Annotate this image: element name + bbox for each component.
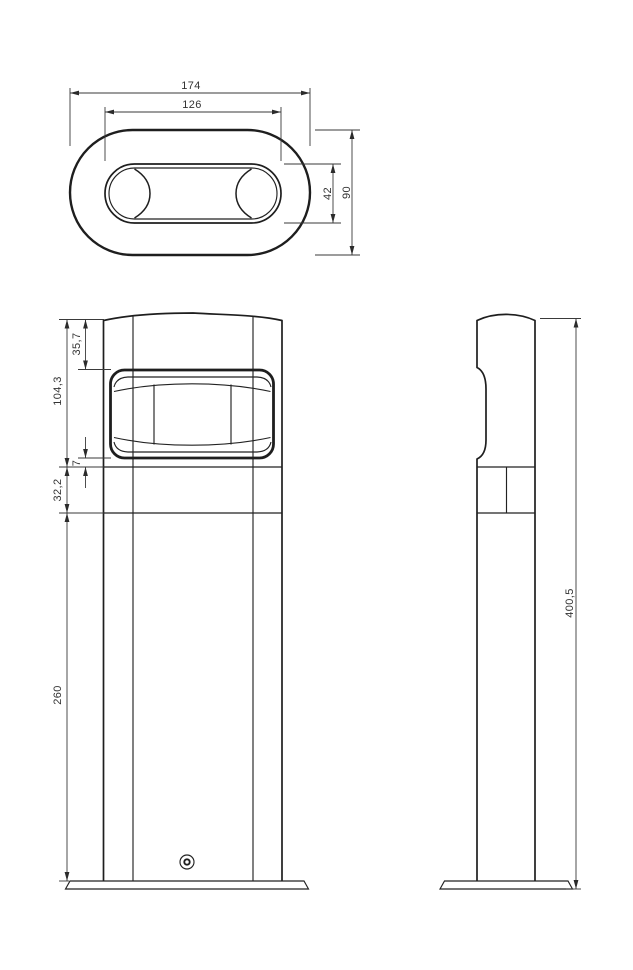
- front-view-reflector: [114, 377, 271, 452]
- arrowhead: [65, 872, 70, 881]
- front-view-screw: [180, 855, 194, 869]
- side-view: [440, 314, 581, 889]
- reflector-top-edge: [114, 377, 271, 387]
- arrowhead: [65, 320, 70, 329]
- front-view-body-outline: [104, 313, 283, 881]
- top-view-right-arc: [236, 169, 252, 218]
- dim-label-opening-lip: 7: [71, 459, 83, 467]
- front-view-baseplate: [66, 881, 309, 889]
- dim-label-shaft-depth: 42: [322, 186, 334, 201]
- arrowhead: [331, 164, 336, 173]
- dim-label-top-to-opening: 35,7: [71, 332, 83, 356]
- arrowhead: [83, 449, 88, 458]
- reflector-bottom-arc: [114, 438, 271, 446]
- front-view: [52, 313, 309, 889]
- arrowhead: [83, 361, 88, 370]
- arrowhead: [574, 880, 579, 889]
- dim-label-collar-height: 32,2: [52, 478, 64, 502]
- top-view: [70, 80, 360, 255]
- arrowhead: [65, 504, 70, 513]
- arrowhead: [331, 214, 336, 223]
- dim-label-shaft-height: 260: [52, 685, 64, 705]
- arrowhead: [105, 110, 114, 115]
- arrowhead: [65, 467, 70, 476]
- side-view-baseplate: [440, 881, 573, 889]
- arrowhead: [65, 513, 70, 522]
- screw-inner-circle: [184, 859, 189, 864]
- arrowhead: [83, 467, 88, 476]
- top-view-shaft-outline-outer: [105, 164, 281, 223]
- side-view-dimensions: [540, 319, 581, 890]
- dim-label-shaft-width: 126: [182, 99, 202, 111]
- arrowhead: [301, 91, 310, 96]
- arrowhead: [350, 130, 355, 139]
- reflector-top-arc: [114, 384, 271, 392]
- front-view-dimensions: [52, 320, 111, 882]
- top-view-left-arc: [135, 169, 151, 218]
- dim-label-overall-height: 400,5: [564, 588, 576, 618]
- arrowhead: [272, 110, 281, 115]
- arrowhead: [574, 319, 579, 328]
- top-view-baseplate-outline: [70, 130, 310, 255]
- arrowhead: [70, 91, 79, 96]
- top-view-shaft-outline-inner: [109, 168, 277, 219]
- dim-label-overall-width: 174: [181, 80, 201, 92]
- dim-label-overall-depth: 90: [341, 185, 353, 200]
- arrowhead: [350, 246, 355, 255]
- dim-label-head-height: 104,3: [52, 376, 64, 406]
- screw-outer-circle: [180, 855, 194, 869]
- reflector-bottom-edge: [114, 442, 271, 452]
- arrowhead: [65, 458, 70, 467]
- side-view-body-outline: [477, 314, 535, 881]
- arrowhead: [83, 320, 88, 329]
